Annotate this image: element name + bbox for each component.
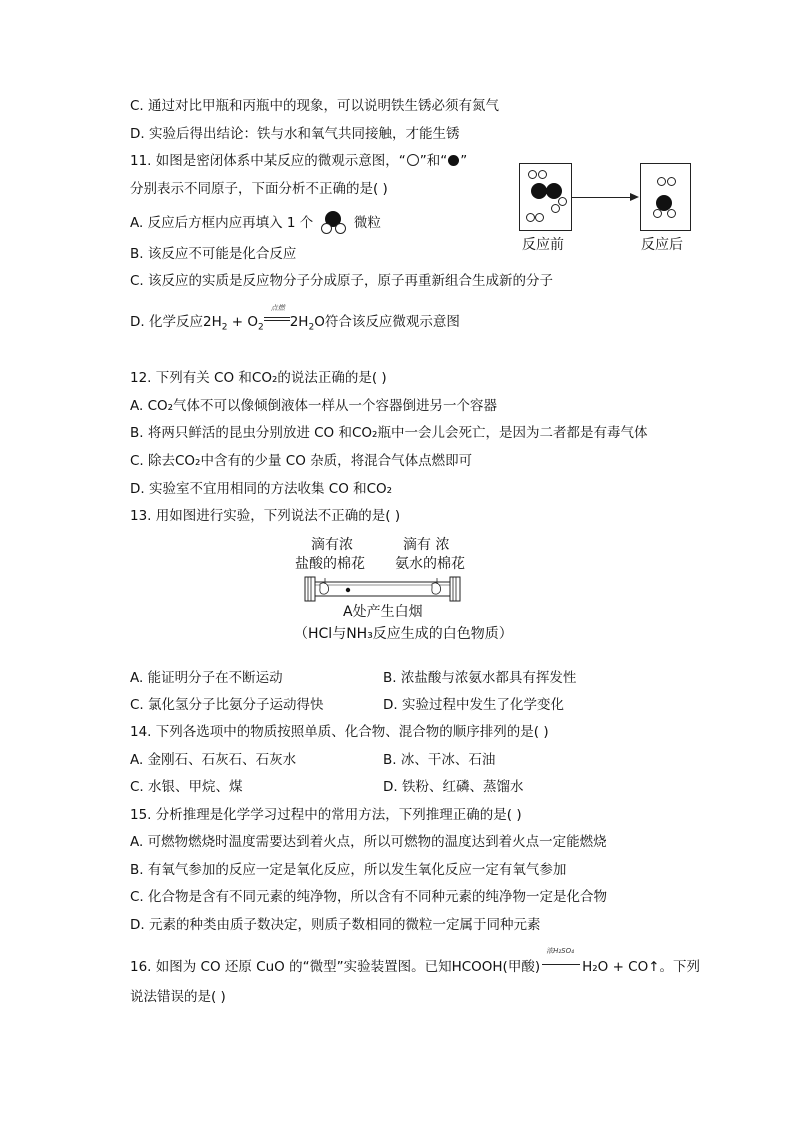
- q13-option-b: B. 浓盐酸与浓氨水都具有挥发性: [383, 670, 577, 686]
- q14-stem: 14. 下列各选项中的物质按照单质、化合物、混合物的顺序排列的是( ): [130, 724, 549, 740]
- condition-label: 点燃: [270, 304, 285, 312]
- q11-option-a: [130, 211, 381, 233]
- q16-stem-text-2: H₂O + CO↑。下列: [582, 959, 701, 975]
- q14-option-a: A. 金刚石、石灰石、石灰水: [130, 752, 297, 768]
- q11-option-a-text-2: 微粒: [353, 215, 381, 231]
- q16-stem-text-1: 16. 如图为 CO 还原 CuO 的“微型”实验装置图。已知HCOOH(甲酸): [130, 959, 541, 975]
- arrow-head: [630, 193, 639, 201]
- q11-stem-2: 分别表示不同原子，下面分析不正确的是( ): [130, 181, 388, 197]
- option-d-prev: D. 实验后得出结论：铁与水和氧气共同接触，才能生锈: [130, 126, 460, 142]
- q16-stem-2: 说法错误的是( ): [130, 989, 226, 1005]
- q13-option-c: C. 氯化氢分子比氨分子运动得快: [130, 697, 324, 713]
- q12-option-c: C. 除去CO₂中含有的少量 CO 杂质，将混合气体点燃即可: [130, 453, 473, 469]
- q11-stem-text-1: 11. 如图是密闭体系中某反应的微观示意图，“: [130, 153, 406, 169]
- q11-stem-text-3: ”: [460, 153, 468, 169]
- fig13-note: （HCl与NH₃反应生成的白色物质）: [294, 626, 513, 642]
- q11-stem: [130, 152, 467, 170]
- q11-option-d-text-3: 2H: [289, 314, 309, 330]
- q12-option-a: A. CO₂气体不可以像倾倒液体一样从一个容器倒进另一个容器: [130, 398, 498, 414]
- q13-option-d: D. 实验过程中发生了化学变化: [383, 697, 564, 713]
- q14-option-c: C. 水银、甲烷、煤: [130, 779, 243, 795]
- particle-icon: [320, 211, 348, 233]
- q11-option-d-text-1: D. 化学反应2H: [130, 314, 222, 330]
- q11-option-c: C. 该反应的实质是反应物分子分成原子，原子再重新组合生成新的分子: [130, 273, 554, 289]
- q11-option-d-text-2: + O: [227, 314, 258, 330]
- q12-option-d: D. 实验室不宜用相同的方法收集 CO 和CO₂: [130, 481, 393, 497]
- left-label-2: 盐酸的棉花: [295, 556, 365, 572]
- q14-option-d: D. 铁粉、红磷、蒸馏水: [383, 779, 524, 795]
- q16-stem: [130, 947, 701, 976]
- q11-option-a-text: A. 反应后方框内应再填入 1 个: [130, 215, 314, 231]
- reaction-arrow: [264, 304, 290, 324]
- reaction-arrow-line: [571, 197, 631, 198]
- before-label: 反应前: [522, 237, 564, 253]
- q15-option-b: B. 有氧气参加的反应一定是氧化反应，所以发生氧化反应一定有氧气参加: [130, 862, 567, 878]
- q12-stem: 12. 下列有关 CO 和CO₂的说法正确的是( ): [130, 370, 387, 386]
- right-label-1: 滴有 浓: [403, 537, 450, 553]
- q11-option-b: B. 该反应不可能是化合反应: [130, 246, 297, 262]
- reaction-arrow-16: [542, 947, 580, 969]
- black-atom-icon: [448, 155, 459, 166]
- q12-option-b: B. 将两只鲜活的昆虫分别放进 CO 和CO₂瓶中一会儿会死亡，是因为二者都是有毒气体: [130, 425, 648, 441]
- glass-tube: [304, 576, 461, 602]
- right-label-2: 氨水的棉花: [395, 556, 465, 572]
- q15-option-d: D. 元素的种类由质子数决定，则质子数相同的微粒一定属于同种元素: [130, 917, 541, 933]
- a-label: A处产生白烟: [343, 604, 423, 620]
- after-label: 反应后: [641, 237, 683, 253]
- q14-option-b: B. 冰、干冰、石油: [383, 752, 496, 768]
- condition-label-16: 浓H₂SO₄: [546, 947, 574, 955]
- before-box: [519, 163, 572, 231]
- left-label-1: 滴有浓: [311, 537, 353, 553]
- q13-option-a: A. 能证明分子在不断运动: [130, 670, 283, 686]
- q15-stem: 15. 分析推理是化学学习过程中的常用方法，下列推理正确的是( ): [130, 807, 522, 823]
- after-box: [640, 163, 691, 231]
- q11-option-d: D. 化学反应$2H_2 + O_2$ 点燃 $2H_2O$符合该反应微观示意图: [130, 313, 460, 337]
- q15-option-c: C. 化合物是含有不同元素的纯净物，所以含有不同种元素的纯净物一定是化合物: [130, 889, 608, 905]
- option-c-prev: C. 通过对比甲瓶和丙瓶中的现象，可以说明铁生锈必须有氮气: [130, 98, 500, 114]
- q11-option-d-text-4: O符合该反应微观示意图: [314, 314, 460, 330]
- q11-stem-text-2: ”和“: [419, 153, 448, 169]
- white-atom-icon: [407, 154, 419, 166]
- q15-option-a: A. 可燃物燃烧时温度需要达到着火点，所以可燃物的温度达到着火点一定能燃烧: [130, 834, 607, 850]
- q13-stem: 13. 用如图进行实验，下列说法不正确的是( ): [130, 508, 401, 524]
